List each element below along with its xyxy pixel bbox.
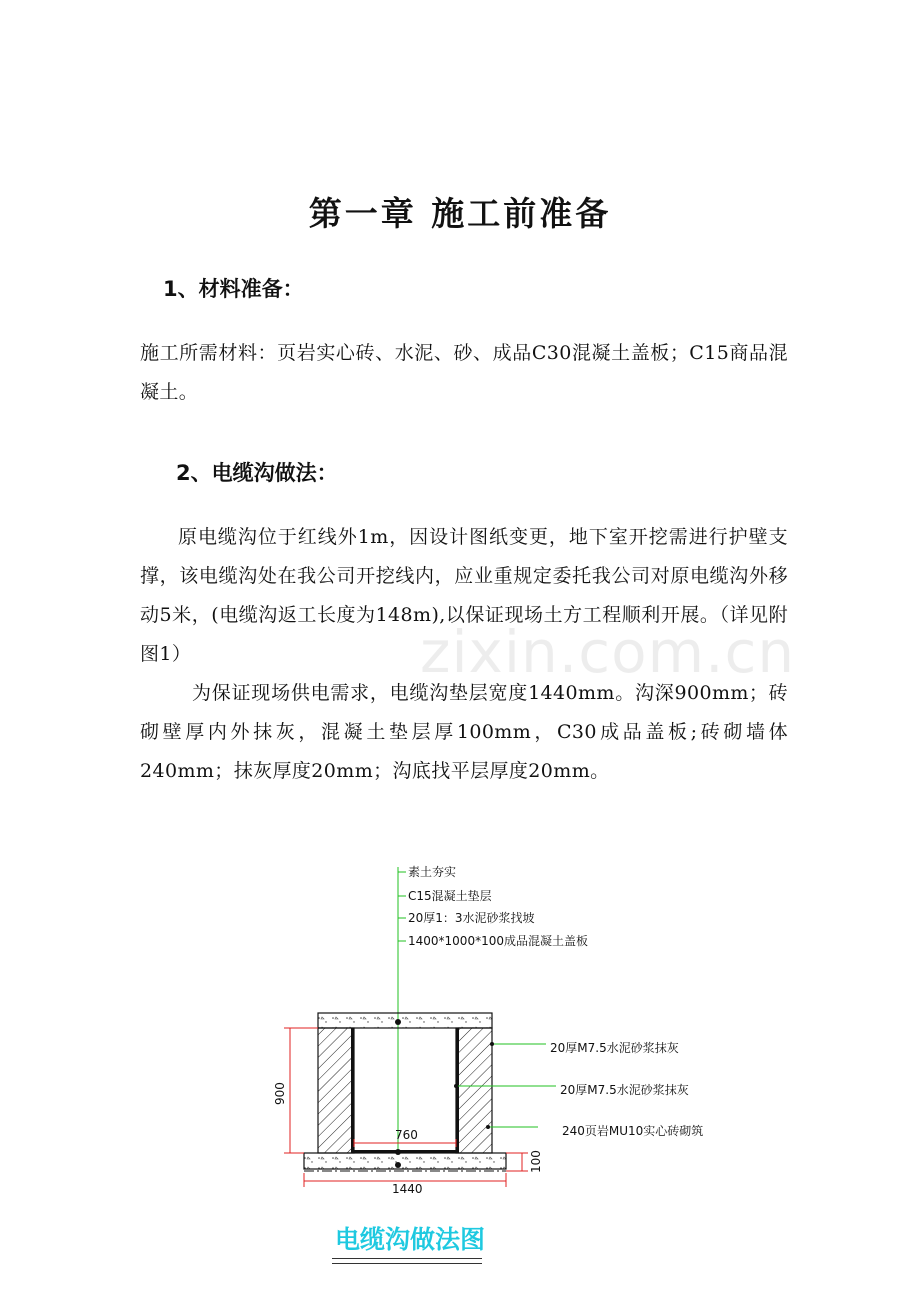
dim-base-thickness: 100: [529, 1150, 543, 1173]
dim-inner-width: 760: [395, 1128, 418, 1142]
materials-text: 施工所需材料：页岩实心砖、水泥、砂、成品C30混凝土盖板；C15商品混凝土。: [140, 342, 788, 403]
label-brick-masonry: 240页岩MU10实心砖砌筑: [562, 1124, 704, 1138]
label-rammed-soil: 素土夯实: [408, 865, 457, 879]
materials-paragraph: [140, 334, 788, 412]
dim-base-width: 1440: [392, 1182, 423, 1196]
chapter-title: 第一章 施工前准备: [308, 194, 612, 233]
label-precast-cover: 1400*1000*100成品混凝土盖板: [408, 934, 588, 948]
dim-depth: 900: [273, 1082, 287, 1105]
label-outer-plaster: 20厚M7.5水泥砂浆抹灰: [550, 1041, 679, 1055]
base-concrete-slab: [304, 1153, 506, 1169]
cable-trench-paragraph-1: 原电缆沟位于红线外1m，因设计图纸变更，地下室开挖需进行护壁支撑，该电缆沟处在我公司开挖线内，应业重规定委托我公司对原电缆沟外移动5米，(电缆沟返工长度为148m),以保证现场土方工程顺利开展。（详见附图1）: [140, 526, 788, 665]
right-brick-wall: [456, 1028, 492, 1153]
section-heading-materials: 1、材料准备：: [163, 277, 304, 301]
section-heading-cable-trench: 2、电缆沟做法：: [176, 461, 338, 485]
left-brick-wall: [318, 1028, 354, 1153]
watermark: zixin.com.cn: [420, 618, 796, 686]
cable-trench-section-drawing: [260, 855, 730, 1205]
figure-caption-underline: [332, 1258, 482, 1264]
cover-slab: [318, 1013, 492, 1028]
label-mortar-slope: 20厚1：3水泥砂浆找坡: [408, 911, 535, 925]
label-inner-plaster: 20厚M7.5水泥砂浆抹灰: [560, 1083, 689, 1097]
figure-caption: 电缆沟做法图: [334, 1225, 485, 1254]
label-c15-cushion: C15混凝土垫层: [408, 889, 492, 903]
cable-trench-paragraph-2: 为保证现场供电需求，电缆沟垫层宽度1440mm。沟深900mm；砖砌壁厚内外抹灰，混凝土垫层厚100mm，C30成品盖板;砖砌墙体240mm；抹灰厚度20mm；沟底找平层厚度20mm。: [140, 682, 788, 782]
